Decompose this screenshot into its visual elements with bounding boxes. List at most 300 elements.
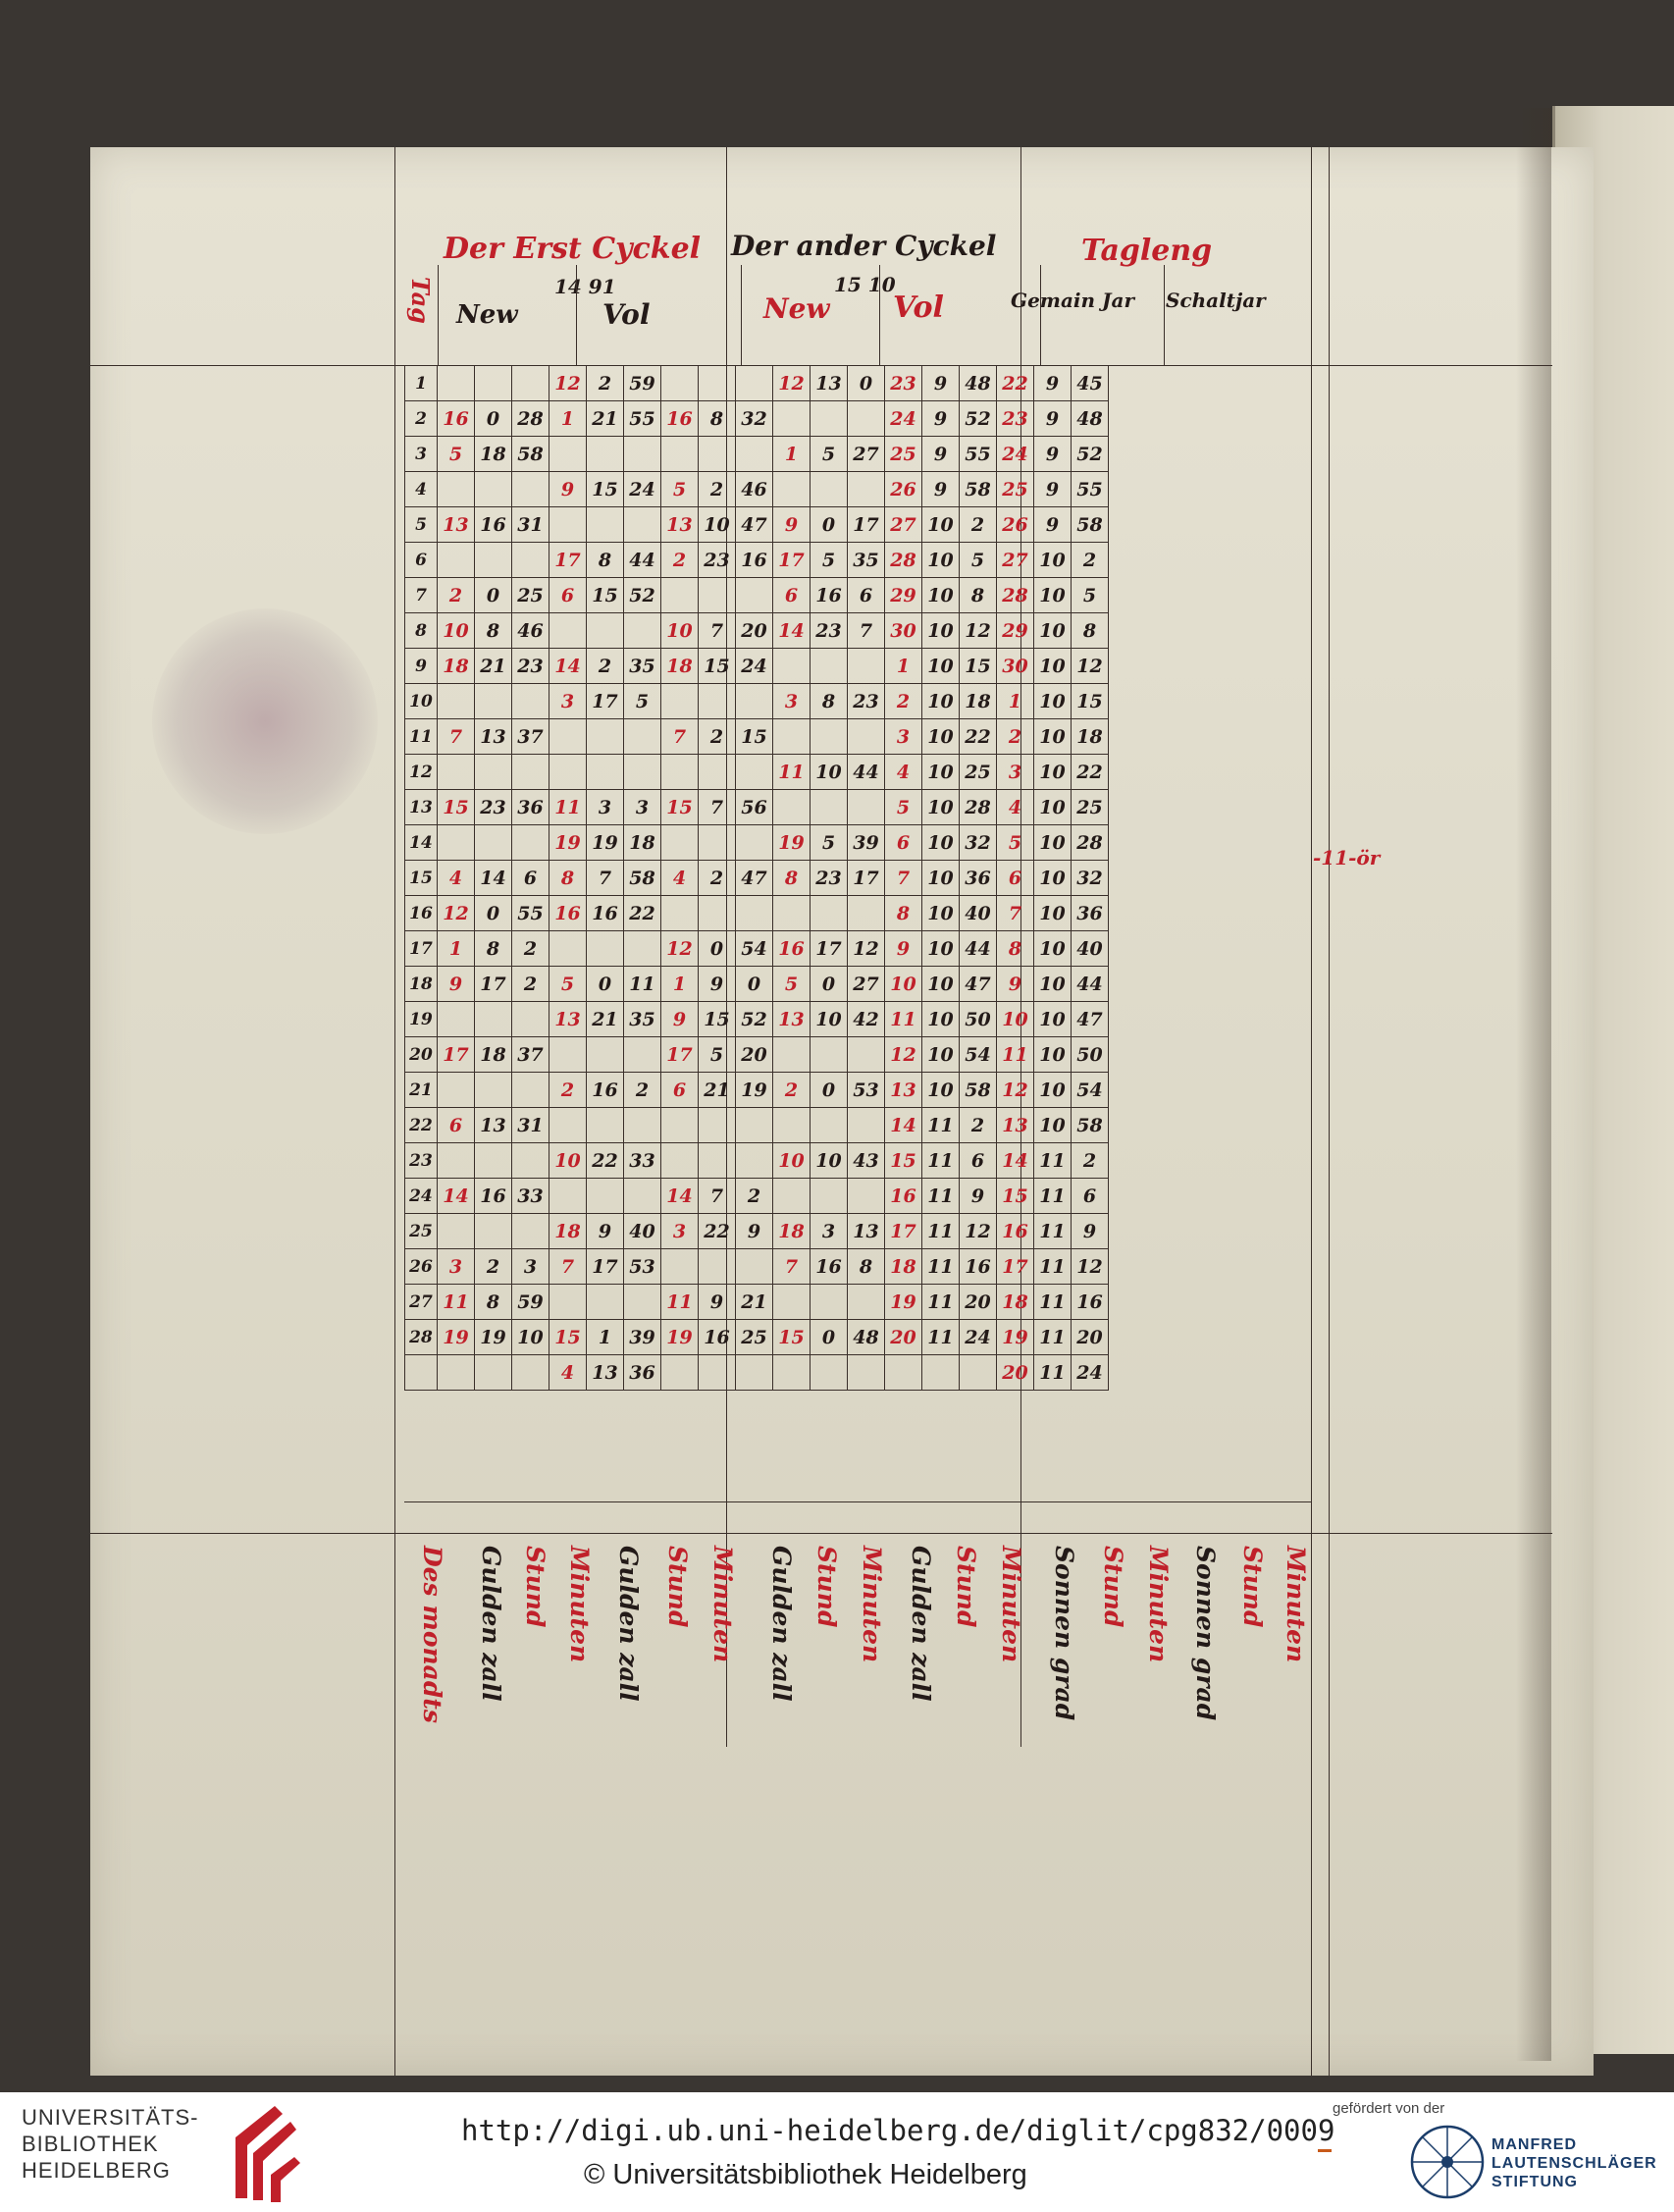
table-cell: 16 bbox=[475, 507, 512, 543]
table-cell bbox=[848, 896, 885, 931]
table-cell: 17 bbox=[848, 861, 885, 896]
table-cell bbox=[587, 437, 624, 472]
bottom-label-hour: Stund bbox=[663, 1546, 692, 1628]
table-cell: 58 bbox=[960, 1073, 997, 1108]
table-cell: 11 bbox=[1034, 1355, 1072, 1391]
table-cell bbox=[475, 1073, 512, 1108]
table-cell: 54 bbox=[736, 931, 773, 967]
table-cell: 23 bbox=[848, 684, 885, 719]
table-cell bbox=[773, 472, 811, 507]
sponsor-name-line: LAUTENSCHLÄGER bbox=[1491, 2155, 1657, 2172]
table-cell: 8 bbox=[997, 931, 1034, 967]
table-cell: 33 bbox=[512, 1179, 549, 1214]
table-cell: 2 bbox=[736, 1179, 773, 1214]
table-cell bbox=[736, 755, 773, 790]
table-cell: 44 bbox=[960, 931, 997, 967]
table-cell: 28 bbox=[997, 578, 1034, 613]
table-cell: 0 bbox=[475, 578, 512, 613]
table-cell bbox=[736, 366, 773, 401]
table-cell bbox=[512, 543, 549, 578]
day-number-cell: 24 bbox=[405, 1179, 438, 1214]
table-cell: 11 bbox=[1034, 1285, 1072, 1320]
table-cell: 44 bbox=[848, 755, 885, 790]
bottom-label-minutes: Minuten bbox=[565, 1546, 594, 1663]
table-cell: 18 bbox=[624, 825, 661, 861]
table-cell: 11 bbox=[438, 1285, 475, 1320]
table-cell: 10 bbox=[1034, 1037, 1072, 1073]
table-cell bbox=[475, 825, 512, 861]
table-cell: 55 bbox=[512, 896, 549, 931]
table-cell bbox=[624, 613, 661, 649]
table-cell: 23 bbox=[699, 543, 736, 578]
table-cell: 28 bbox=[960, 790, 997, 825]
table-cell: 20 bbox=[1072, 1320, 1109, 1355]
table-row bbox=[405, 931, 1109, 967]
table-cell: 5 bbox=[438, 437, 475, 472]
table-cell: 4 bbox=[997, 790, 1034, 825]
bottom-label-minutes: Minuten bbox=[708, 1546, 737, 1663]
table-cell: 5 bbox=[960, 543, 997, 578]
ruling-line bbox=[438, 265, 439, 365]
table-cell bbox=[587, 613, 624, 649]
table-cell: 36 bbox=[960, 861, 997, 896]
table-cell: 52 bbox=[736, 1002, 773, 1037]
table-cell: 9 bbox=[736, 1214, 773, 1249]
table-cell bbox=[624, 1179, 661, 1214]
permalink-url[interactable]: http://digi.ub.uni-heidelberg.de/diglit/cpg832/0009 bbox=[461, 2114, 1335, 2147]
table-cell: 0 bbox=[475, 896, 512, 931]
table-cell: 10 bbox=[1034, 719, 1072, 755]
table-cell: 23 bbox=[475, 790, 512, 825]
table-cell: 11 bbox=[1034, 1320, 1072, 1355]
table-cell: 8 bbox=[811, 684, 848, 719]
sponsor-label: gefördert von der bbox=[1333, 2100, 1445, 2117]
table-cell: 1 bbox=[438, 931, 475, 967]
table-cell bbox=[661, 684, 699, 719]
day-number-cell: 27 bbox=[405, 1285, 438, 1320]
table-cell: 36 bbox=[1072, 896, 1109, 931]
table-cell: 7 bbox=[438, 719, 475, 755]
table-cell: 3 bbox=[549, 684, 587, 719]
table-cell bbox=[475, 472, 512, 507]
table-cell: 2 bbox=[960, 1108, 997, 1143]
table-cell: 10 bbox=[922, 613, 960, 649]
table-cell: 9 bbox=[699, 1285, 736, 1320]
table-row bbox=[405, 1108, 1109, 1143]
table-cell bbox=[848, 1285, 885, 1320]
table-cell: 11 bbox=[922, 1320, 960, 1355]
table-cell: 14 bbox=[549, 649, 587, 684]
margin-note: -11-ör bbox=[1313, 846, 1381, 869]
foundation-compass-icon[interactable] bbox=[1407, 2122, 1488, 2202]
table-cell: 12 bbox=[661, 931, 699, 967]
table-cell bbox=[661, 1355, 699, 1391]
table-cell: 3 bbox=[997, 755, 1034, 790]
sponsor-name[interactable] bbox=[1491, 2135, 1657, 2191]
table-cell bbox=[848, 1108, 885, 1143]
table-cell bbox=[736, 1249, 773, 1285]
table-cell: 11 bbox=[1034, 1143, 1072, 1179]
table-cell: 54 bbox=[960, 1037, 997, 1073]
table-cell bbox=[475, 1214, 512, 1249]
table-cell: 9 bbox=[960, 1179, 997, 1214]
bottom-label-sun-degree: Sonnen grad bbox=[1050, 1546, 1078, 1721]
table-cell: 3 bbox=[661, 1214, 699, 1249]
table-cell: 10 bbox=[1034, 543, 1072, 578]
table-cell: 26 bbox=[997, 507, 1034, 543]
table-cell bbox=[475, 684, 512, 719]
table-cell bbox=[699, 1108, 736, 1143]
table-cell: 9 bbox=[922, 437, 960, 472]
table-cell bbox=[811, 401, 848, 437]
day-number-cell: 7 bbox=[405, 578, 438, 613]
table-cell: 10 bbox=[811, 755, 848, 790]
table-cell: 20 bbox=[736, 613, 773, 649]
table-cell: 9 bbox=[549, 472, 587, 507]
table-cell: 11 bbox=[997, 1037, 1034, 1073]
table-cell bbox=[624, 1285, 661, 1320]
table-cell: 59 bbox=[512, 1285, 549, 1320]
table-cell: 24 bbox=[997, 437, 1034, 472]
table-cell: 13 bbox=[549, 1002, 587, 1037]
table-cell: 47 bbox=[736, 507, 773, 543]
bottom-label-sun-degree: Sonnen grad bbox=[1191, 1546, 1220, 1721]
day-number-cell: 5 bbox=[405, 507, 438, 543]
table-cell: 10 bbox=[1034, 896, 1072, 931]
bottom-label-golden-number: Gulden zall bbox=[614, 1546, 643, 1702]
table-cell bbox=[661, 1108, 699, 1143]
table-cell: 5 bbox=[773, 967, 811, 1002]
table-cell: 13 bbox=[848, 1214, 885, 1249]
table-cell: 11 bbox=[1034, 1249, 1072, 1285]
table-cell: 31 bbox=[512, 1108, 549, 1143]
table-cell: 1 bbox=[885, 649, 922, 684]
table-cell: 9 bbox=[1034, 507, 1072, 543]
table-cell: 6 bbox=[438, 1108, 475, 1143]
table-cell bbox=[811, 649, 848, 684]
table-cell bbox=[848, 790, 885, 825]
table-cell bbox=[438, 1002, 475, 1037]
table-cell: 10 bbox=[811, 1143, 848, 1179]
table-cell: 10 bbox=[922, 1073, 960, 1108]
table-cell bbox=[848, 1355, 885, 1391]
table-cell: 11 bbox=[922, 1143, 960, 1179]
table-cell: 11 bbox=[922, 1108, 960, 1143]
table-cell: 5 bbox=[811, 437, 848, 472]
table-cell: 12 bbox=[960, 1214, 997, 1249]
table-cell bbox=[624, 931, 661, 967]
table-cell bbox=[661, 437, 699, 472]
table-cell: 10 bbox=[997, 1002, 1034, 1037]
table-cell: 29 bbox=[997, 613, 1034, 649]
table-cell bbox=[960, 1355, 997, 1391]
table-cell: 10 bbox=[922, 719, 960, 755]
day-number-cell: 12 bbox=[405, 755, 438, 790]
table-cell: 5 bbox=[699, 1037, 736, 1073]
table-cell: 27 bbox=[885, 507, 922, 543]
table-cell: 12 bbox=[1072, 649, 1109, 684]
table-cell bbox=[624, 437, 661, 472]
table-cell: 13 bbox=[438, 507, 475, 543]
bottom-label-minutes: Minuten bbox=[858, 1546, 886, 1663]
day-number-cell: 16 bbox=[405, 896, 438, 931]
table-cell: 14 bbox=[438, 1179, 475, 1214]
table-cell: 17 bbox=[475, 967, 512, 1002]
table-cell: 47 bbox=[1072, 1002, 1109, 1037]
year-2-label: 15 10 bbox=[834, 273, 896, 296]
table-cell: 10 bbox=[922, 684, 960, 719]
library-name-line: BIBLIOTHEK bbox=[22, 2132, 159, 2156]
table-cell: 1 bbox=[549, 401, 587, 437]
table-cell: 2 bbox=[661, 543, 699, 578]
table-cell: 24 bbox=[1072, 1355, 1109, 1391]
table-cell: 19 bbox=[587, 825, 624, 861]
table-cell: 24 bbox=[736, 649, 773, 684]
table-cell: 17 bbox=[587, 684, 624, 719]
table-cell: 16 bbox=[811, 1249, 848, 1285]
table-cell bbox=[811, 790, 848, 825]
table-cell: 7 bbox=[997, 896, 1034, 931]
table-cell: 10 bbox=[1034, 613, 1072, 649]
table-cell bbox=[736, 1108, 773, 1143]
bottom-label-minutes: Minuten bbox=[997, 1546, 1025, 1663]
table-cell bbox=[736, 437, 773, 472]
table-cell bbox=[624, 755, 661, 790]
table-cell: 10 bbox=[773, 1143, 811, 1179]
table-cell: 12 bbox=[960, 613, 997, 649]
table-cell: 5 bbox=[1072, 578, 1109, 613]
day-number-cell: 3 bbox=[405, 437, 438, 472]
table-cell bbox=[549, 1285, 587, 1320]
table-cell bbox=[699, 825, 736, 861]
table-cell: 4 bbox=[438, 861, 475, 896]
table-row bbox=[405, 684, 1109, 719]
table-cell bbox=[773, 1108, 811, 1143]
table-cell bbox=[624, 507, 661, 543]
day-number-cell: 20 bbox=[405, 1037, 438, 1073]
table-cell: 1 bbox=[773, 437, 811, 472]
table-cell: 7 bbox=[699, 1179, 736, 1214]
table-cell bbox=[811, 1037, 848, 1073]
table-cell: 10 bbox=[1034, 684, 1072, 719]
table-cell bbox=[438, 825, 475, 861]
table-cell: 18 bbox=[885, 1249, 922, 1285]
table-row bbox=[405, 1143, 1109, 1179]
table-cell bbox=[475, 755, 512, 790]
table-cell bbox=[549, 613, 587, 649]
table-cell: 15 bbox=[699, 649, 736, 684]
table-cell: 7 bbox=[773, 1249, 811, 1285]
ruling-line bbox=[404, 1501, 1311, 1502]
table-cell: 9 bbox=[885, 931, 922, 967]
table-cell bbox=[475, 1355, 512, 1391]
table-cell: 10 bbox=[438, 613, 475, 649]
table-cell: 22 bbox=[587, 1143, 624, 1179]
table-cell: 6 bbox=[1072, 1179, 1109, 1214]
table-cell: 7 bbox=[699, 790, 736, 825]
table-cell: 5 bbox=[811, 543, 848, 578]
table-cell: 48 bbox=[1072, 401, 1109, 437]
table-cell: 47 bbox=[960, 967, 997, 1002]
table-cell: 12 bbox=[1072, 1249, 1109, 1285]
table-cell: 12 bbox=[885, 1037, 922, 1073]
table-row bbox=[405, 896, 1109, 931]
table-cell: 46 bbox=[736, 472, 773, 507]
table-cell: 6 bbox=[848, 578, 885, 613]
table-cell: 12 bbox=[549, 366, 587, 401]
table-cell: 5 bbox=[549, 967, 587, 1002]
table-cell: 11 bbox=[922, 1179, 960, 1214]
table-cell: 3 bbox=[587, 790, 624, 825]
table-cell bbox=[512, 755, 549, 790]
sponsor-name-line: MANFRED bbox=[1491, 2136, 1577, 2153]
table-cell: 48 bbox=[960, 366, 997, 401]
table-cell: 53 bbox=[624, 1249, 661, 1285]
table-row bbox=[405, 543, 1109, 578]
table-cell bbox=[736, 578, 773, 613]
table-cell: 8 bbox=[699, 401, 736, 437]
table-cell: 10 bbox=[1034, 755, 1072, 790]
table-cell bbox=[699, 1143, 736, 1179]
table-cell bbox=[773, 1285, 811, 1320]
table-cell: 2 bbox=[885, 684, 922, 719]
sponsor-divider bbox=[1318, 2149, 1332, 2152]
day-number-cell: 18 bbox=[405, 967, 438, 1002]
table-cell bbox=[549, 507, 587, 543]
gutter-shadow bbox=[1516, 108, 1551, 2061]
table-cell: 31 bbox=[512, 507, 549, 543]
bottom-label-golden-number: Gulden zall bbox=[907, 1546, 935, 1702]
table-cell: 1 bbox=[997, 684, 1034, 719]
table-cell bbox=[848, 1037, 885, 1073]
table-row bbox=[405, 472, 1109, 507]
table-cell: 19 bbox=[475, 1320, 512, 1355]
table-cell: 1 bbox=[661, 967, 699, 1002]
day-number-cell: 4 bbox=[405, 472, 438, 507]
table-cell: 20 bbox=[997, 1355, 1034, 1391]
leap-year-label: Schaltjar bbox=[1166, 289, 1266, 312]
table-cell: 37 bbox=[512, 719, 549, 755]
bottom-label-hour: Stund bbox=[521, 1546, 549, 1628]
bottom-label-month: Des monadts bbox=[418, 1546, 446, 1723]
table-cell: 15 bbox=[960, 649, 997, 684]
table-cell: 10 bbox=[1034, 649, 1072, 684]
table-cell: 9 bbox=[1034, 437, 1072, 472]
table-row bbox=[405, 967, 1109, 1002]
table-cell bbox=[811, 1285, 848, 1320]
bottom-label-hour: Stund bbox=[1099, 1546, 1127, 1628]
table-cell: 10 bbox=[661, 613, 699, 649]
table-cell: 15 bbox=[661, 790, 699, 825]
table-cell: 11 bbox=[1034, 1179, 1072, 1214]
table-cell bbox=[773, 1037, 811, 1073]
table-cell: 23 bbox=[997, 401, 1034, 437]
table-cell: 22 bbox=[960, 719, 997, 755]
table-cell: 6 bbox=[997, 861, 1034, 896]
library-logo-icon[interactable] bbox=[228, 2102, 304, 2204]
table-cell: 21 bbox=[736, 1285, 773, 1320]
table-cell: 15 bbox=[736, 719, 773, 755]
table-cell: 15 bbox=[773, 1320, 811, 1355]
table-row bbox=[405, 1037, 1109, 1073]
table-cell: 8 bbox=[960, 578, 997, 613]
table-cell: 35 bbox=[848, 543, 885, 578]
table-cell: 47 bbox=[736, 861, 773, 896]
table-cell bbox=[773, 896, 811, 931]
table-cell bbox=[438, 1355, 475, 1391]
table-row bbox=[405, 366, 1109, 401]
table-cell: 10 bbox=[1034, 931, 1072, 967]
bottom-label-hour: Stund bbox=[812, 1546, 841, 1628]
table-cell bbox=[699, 1249, 736, 1285]
table-cell bbox=[549, 1179, 587, 1214]
table-cell: 9 bbox=[922, 366, 960, 401]
table-cell: 55 bbox=[960, 437, 997, 472]
table-cell bbox=[475, 1002, 512, 1037]
table-cell bbox=[587, 931, 624, 967]
table-cell: 11 bbox=[549, 790, 587, 825]
table-cell bbox=[438, 472, 475, 507]
table-cell: 9 bbox=[661, 1002, 699, 1037]
table-cell: 9 bbox=[997, 967, 1034, 1002]
table-cell: 9 bbox=[438, 967, 475, 1002]
table-cell: 5 bbox=[885, 790, 922, 825]
ruling-line bbox=[576, 265, 577, 365]
table-cell bbox=[587, 507, 624, 543]
table-cell: 3 bbox=[885, 719, 922, 755]
table-cell bbox=[699, 578, 736, 613]
table-cell: 6 bbox=[661, 1073, 699, 1108]
table-cell: 25 bbox=[997, 472, 1034, 507]
table-cell: 10 bbox=[1034, 1108, 1072, 1143]
ruling-line bbox=[741, 265, 742, 365]
table-cell bbox=[512, 1143, 549, 1179]
table-cell: 25 bbox=[960, 755, 997, 790]
table-cell: 17 bbox=[661, 1037, 699, 1073]
bottom-label-hour: Stund bbox=[952, 1546, 980, 1628]
table-row bbox=[405, 649, 1109, 684]
table-cell: 10 bbox=[512, 1320, 549, 1355]
table-cell: 10 bbox=[1034, 1002, 1072, 1037]
table-cell: 9 bbox=[587, 1214, 624, 1249]
table-cell: 33 bbox=[624, 1143, 661, 1179]
table-cell: 11 bbox=[922, 1249, 960, 1285]
table-cell: 13 bbox=[587, 1355, 624, 1391]
table-cell: 18 bbox=[997, 1285, 1034, 1320]
table-cell: 25 bbox=[736, 1320, 773, 1355]
table-cell bbox=[699, 437, 736, 472]
table-row bbox=[405, 1320, 1109, 1355]
table-cell: 18 bbox=[661, 649, 699, 684]
day-number-cell: 15 bbox=[405, 861, 438, 896]
table-cell bbox=[811, 472, 848, 507]
table-cell bbox=[811, 1179, 848, 1214]
table-cell: 5 bbox=[624, 684, 661, 719]
table-cell bbox=[922, 1355, 960, 1391]
table-row bbox=[405, 825, 1109, 861]
table-cell: 8 bbox=[1072, 613, 1109, 649]
day-column-label: Tag bbox=[406, 277, 435, 324]
table-cell: 13 bbox=[475, 719, 512, 755]
table-cell: 20 bbox=[885, 1320, 922, 1355]
table-cell: 21 bbox=[587, 1002, 624, 1037]
new-moon-2-label: New bbox=[763, 292, 830, 325]
library-name[interactable] bbox=[22, 2104, 198, 2184]
table-cell: 58 bbox=[624, 861, 661, 896]
table-cell: 16 bbox=[587, 896, 624, 931]
table-cell: 15 bbox=[587, 472, 624, 507]
table-cell: 16 bbox=[885, 1179, 922, 1214]
